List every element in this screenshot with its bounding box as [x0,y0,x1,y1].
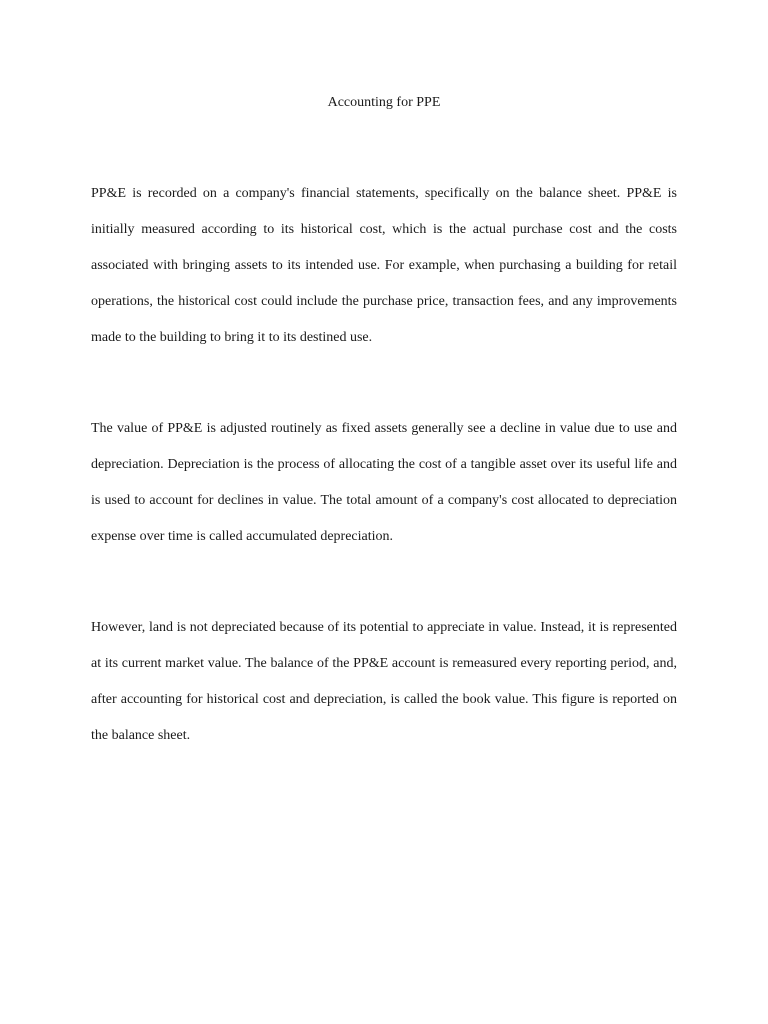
document-title: Accounting for PPE [327,95,441,110]
paragraph-depreciation: The value of PP&E is adjusted routinely as fixed assets generally see a decline in value due to use and depreciation. Depreciation is the process of allocating the cost of a tangible asset over its useful life and is used to account for declines in value. The total amount of a company's cost allocated to depreciation expense over time is called accumulated depreciation. [91,421,677,544]
paragraph-historical-cost: PP&E is recorded on a company's financial statements, specifically on the balance sheet. PP&E is initially measured according to its historical cost, which is the actual purchase cost and the costs associated with bringing assets to its intended use. For example, when purchasing a building for retail operations, the historical cost could include the purchase price, transaction fees, and any improvements made to the building to bring it to its destined use. [91,186,677,345]
paragraph-land-book-value: However, land is not depreciated because of its potential to appreciate in value. Instead, it is represented at its current market value. The balance of the PP&E account is remeasured every reporting period, and, after accounting for historical cost and depreciation, is called the book value. This figure is reported on the balance sheet. [91,620,677,743]
